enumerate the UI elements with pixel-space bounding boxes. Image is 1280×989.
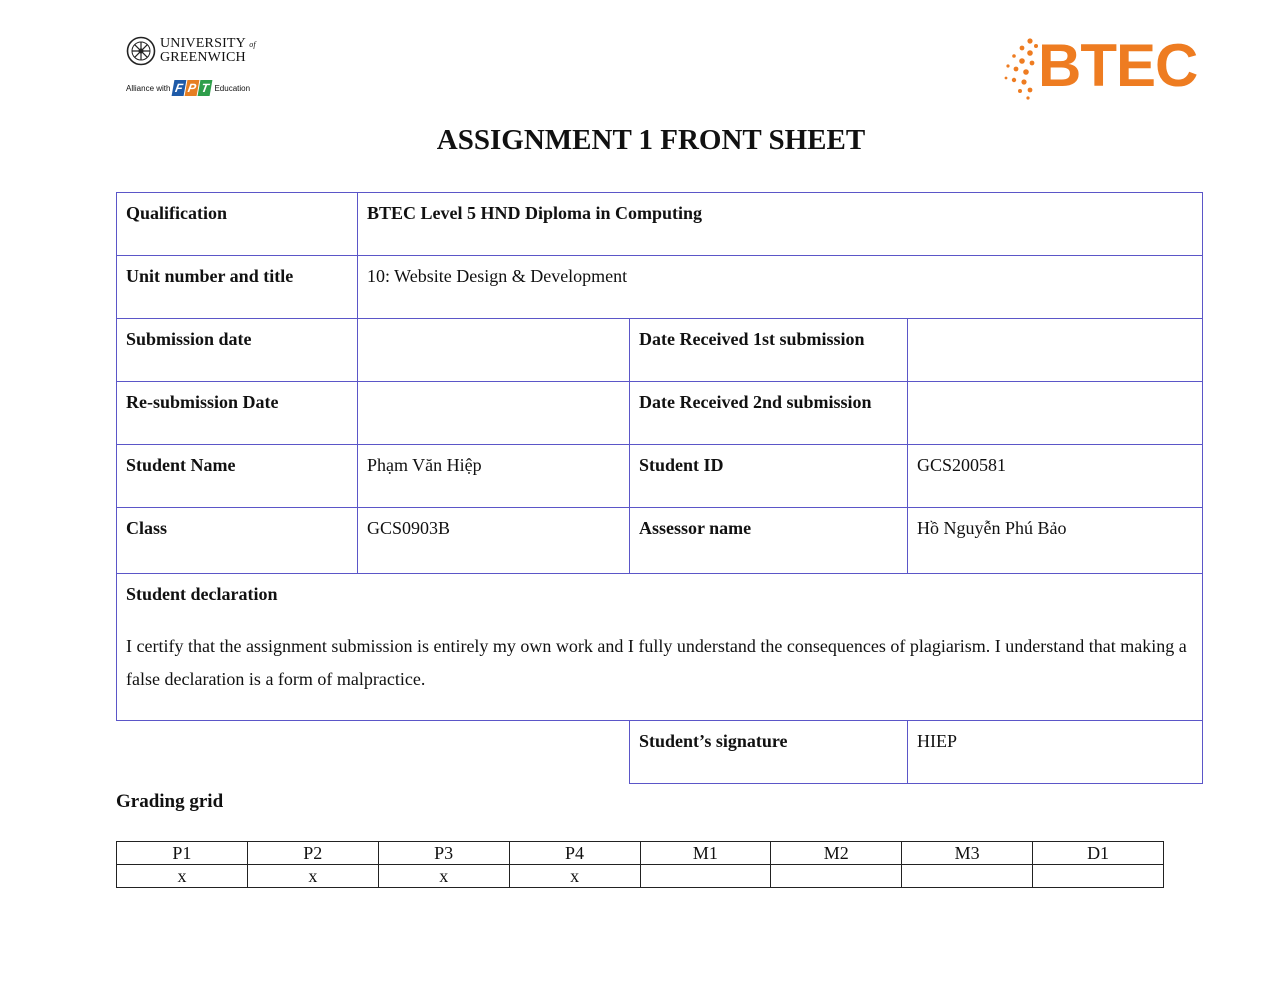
class-label: Class: [117, 508, 358, 574]
assessor-label: Assessor name: [630, 508, 908, 574]
btec-logo: [1000, 32, 1198, 100]
date-received-2-label: Date Received 2nd submission: [630, 382, 908, 445]
grading-grid-label: Grading grid: [116, 791, 224, 812]
student-id-value: GCS200581: [908, 445, 1203, 508]
qualification-row: [117, 193, 1203, 256]
student-id-label: Student ID: [630, 445, 908, 508]
grade-header-d1: D1: [1033, 842, 1164, 865]
qualification-label: Qualification: [117, 193, 358, 256]
date-received-2-value: [908, 382, 1203, 445]
grade-header-p1: P1: [117, 842, 248, 865]
grade-value-m2: [771, 865, 902, 888]
unit-label: Unit number and title: [117, 256, 358, 319]
unit-value: 10: Website Design & Development: [358, 256, 1203, 319]
unit-row: [117, 256, 1203, 319]
class-row: [117, 508, 1203, 574]
date-received-1-label: Date Received 1st submission: [630, 319, 908, 382]
grade-header-m1: M1: [640, 842, 771, 865]
declaration-label: Student declaration: [126, 584, 278, 604]
class-value: GCS0903B: [358, 508, 630, 574]
declaration-cell: [117, 574, 1203, 721]
assessor-value: Hồ Nguyễn Phú Bảo: [908, 508, 1203, 574]
grade-header-m2: M2: [771, 842, 902, 865]
grade-value-p2: x: [247, 865, 378, 888]
submission-date-value: [358, 319, 630, 382]
education-text: Education: [214, 83, 251, 93]
grade-value-p3: x: [378, 865, 509, 888]
signature-row: [117, 721, 1203, 784]
declaration-row: [117, 574, 1203, 721]
signature-spacer: [117, 721, 630, 784]
page-title: ASSIGNMENT 1 FRONT SHEET: [436, 124, 866, 156]
grading-value-row: [117, 865, 1164, 888]
alliance-text: Alliance with: [126, 83, 171, 93]
signature-value: HIEP: [908, 721, 1203, 784]
submission-row: [117, 319, 1203, 382]
qualification-value: BTEC Level 5 HND Diploma in Computing: [358, 193, 1203, 256]
grading-header-row: [117, 842, 1164, 865]
university-name: UNIVERSITY of GREENWICH: [160, 36, 256, 65]
fpt-letter-f: F: [172, 80, 187, 96]
university-seal-icon: [126, 36, 156, 66]
student-row: [117, 445, 1203, 508]
fpt-alliance-mark: [126, 80, 250, 96]
declaration-text: I certify that the assignment submission is entirely my own work and I fully understand the consequences of plagiarism. I understand that making a false declaration is a form of malpractice.: [126, 636, 1187, 689]
student-name-value: Phạm Văn Hiệp: [358, 445, 630, 508]
date-received-1-value: [908, 319, 1203, 382]
grade-header-p4: P4: [509, 842, 640, 865]
grade-value-m3: [902, 865, 1033, 888]
university-of-greenwich-logo: [126, 36, 266, 102]
resubmission-row: [117, 382, 1203, 445]
resubmission-value: [358, 382, 630, 445]
front-sheet-table: [116, 192, 1203, 784]
signature-label: Student’s signature: [630, 721, 908, 784]
grade-value-d1: [1033, 865, 1164, 888]
grade-header-p3: P3: [378, 842, 509, 865]
submission-date-label: Submission date: [117, 319, 358, 382]
student-name-label: Student Name: [117, 445, 358, 508]
grading-grid-table: [116, 841, 1164, 888]
grade-value-p1: x: [117, 865, 248, 888]
grade-header-m3: M3: [902, 842, 1033, 865]
fpt-logo: [173, 80, 211, 96]
grade-header-p2: P2: [247, 842, 378, 865]
resubmission-label: Re-submission Date: [117, 382, 358, 445]
btec-wordmark: BTEC: [1038, 32, 1198, 99]
grade-value-p4: x: [509, 865, 640, 888]
fpt-letter-p: P: [185, 80, 200, 96]
grade-value-m1: [640, 865, 771, 888]
fpt-letter-t: T: [198, 80, 213, 96]
